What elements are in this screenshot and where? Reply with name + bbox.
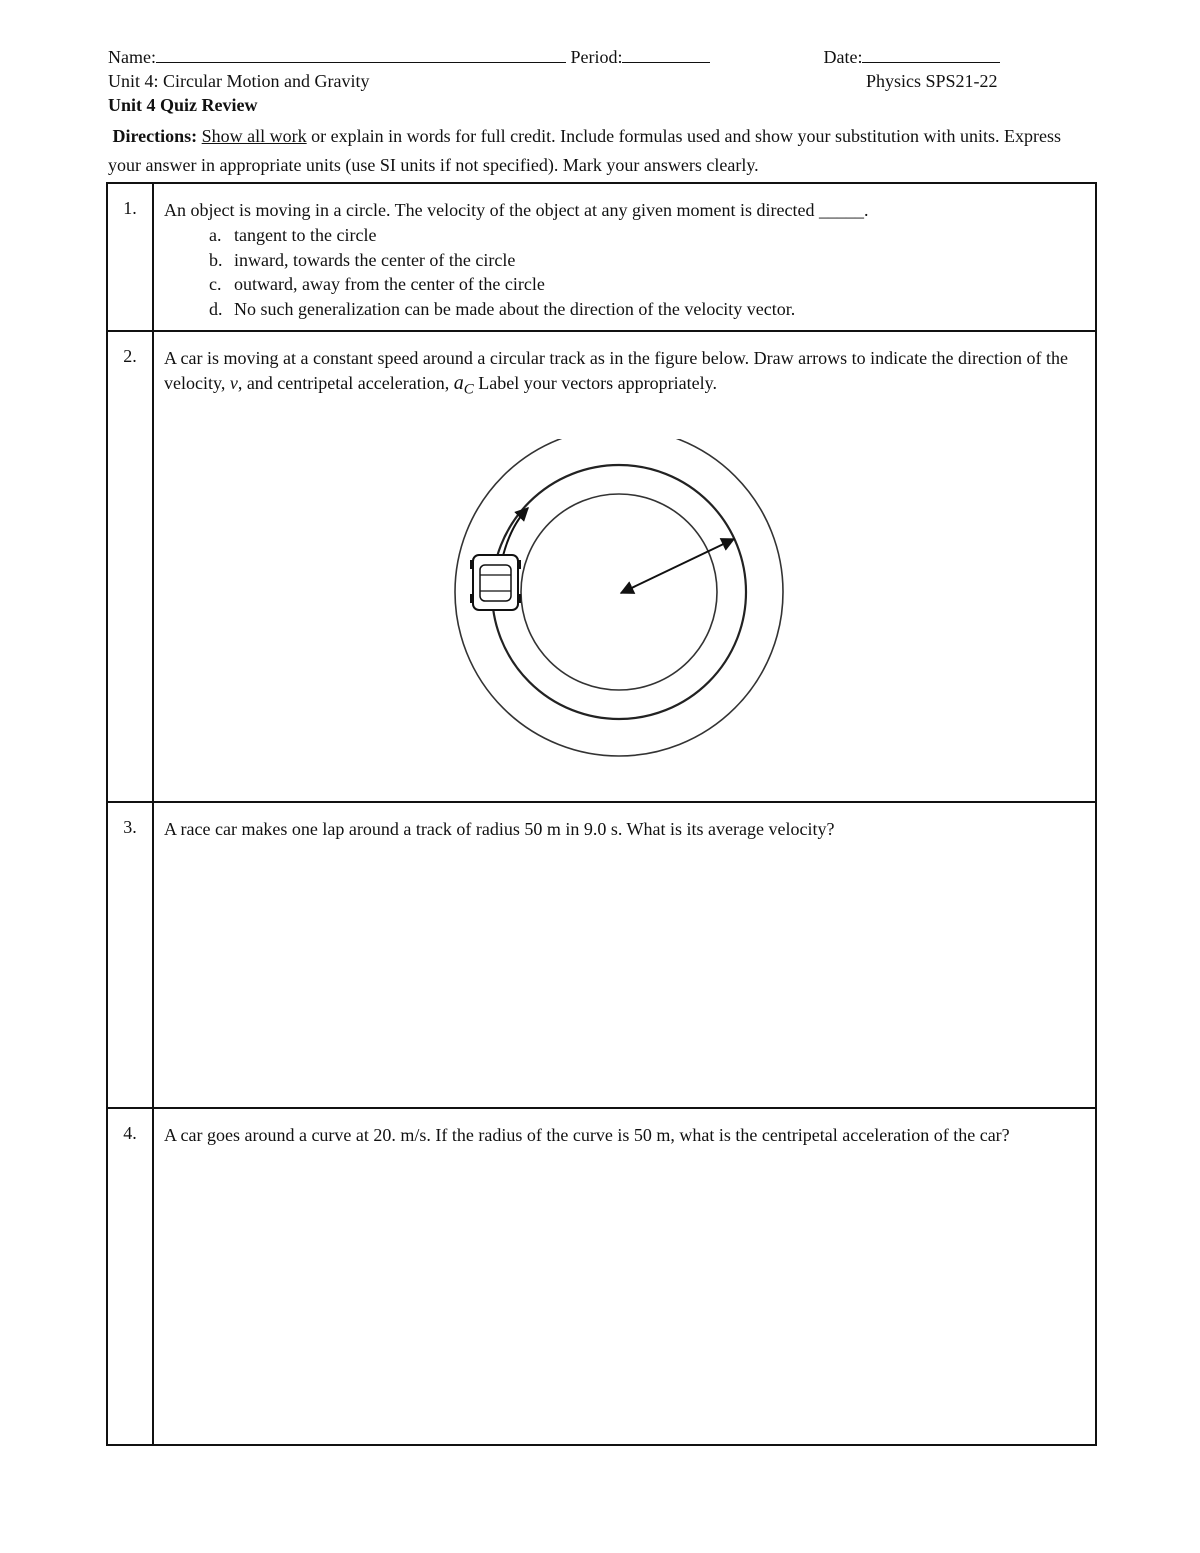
questions-table [106,182,1097,1446]
question-row-2 [107,331,1096,802]
question-text: A car is moving at a constant speed around a circular track as in the figure below. Draw arrows to indicate the direction of the velocity, v, and centripetal acceleration, $a_C$ Label your vectors appropriately. [164,348,1069,398]
option-a[interactable]: a. tangent to the circle [209,225,377,245]
inner-track-circle [521,494,717,690]
question-number: 3. [107,802,153,1108]
question-text: An object is moving in a circle. The velocity of the object at any given moment is directed _____. [164,200,869,220]
date-label: Date: [823,47,863,67]
directions [108,122,1098,180]
name-label: Name: [108,47,156,67]
directions-text: or explain in words for full credit. Include formulas used and show your substitution with units. Express your answer in appropriate units (use SI units if not specified). Mark your answers clearly. [108,126,1062,175]
question-text: A car goes around a curve at 20. m/s. If the radius of the curve is 50 m, what is the centripetal acceleration of the car? [153,1108,1096,1445]
middle-track-circle [492,465,746,719]
question-row-1 [107,183,1096,331]
name-period-date-line [108,44,1108,68]
period-blank[interactable] [622,44,710,63]
question-row-3 [107,802,1096,1108]
question-row-4 [107,1108,1096,1445]
car-icon [470,555,521,610]
question-number: 1. [107,183,153,331]
acceleration-symbol: a [453,372,464,394]
velocity-symbol: v [229,373,238,393]
name-blank[interactable] [156,44,566,63]
circular-track-figure [449,439,789,769]
review-title: Unit 4 Quiz Review [108,95,258,115]
question-number: 4. [107,1108,153,1445]
acceleration-subscript: C [463,381,474,398]
date-blank[interactable] [862,44,1000,63]
option-d[interactable]: d. No such generalization can be made about the direction of the velocity vector. [209,298,796,319]
question-body [153,331,1096,802]
directions-label: Directions: [112,126,198,146]
unit-line [108,69,1108,93]
question-number: 2. [107,331,153,802]
question-body [153,183,1096,331]
option-c[interactable]: c. outward, away from the center of the circle [209,274,545,294]
option-list [164,223,1085,321]
period-label: Period: [570,47,623,67]
course-label: Physics SPS21-22 [866,71,998,91]
directions-emphasis: Show all work [201,126,307,146]
option-b[interactable]: b. inward, towards the center of the circle [209,249,516,270]
question-text: A race car makes one lap around a track of radius 50 m in 9.0 s. What is its average velocity? [153,802,1096,1108]
unit-title: Unit 4: Circular Motion and Gravity [108,71,370,91]
